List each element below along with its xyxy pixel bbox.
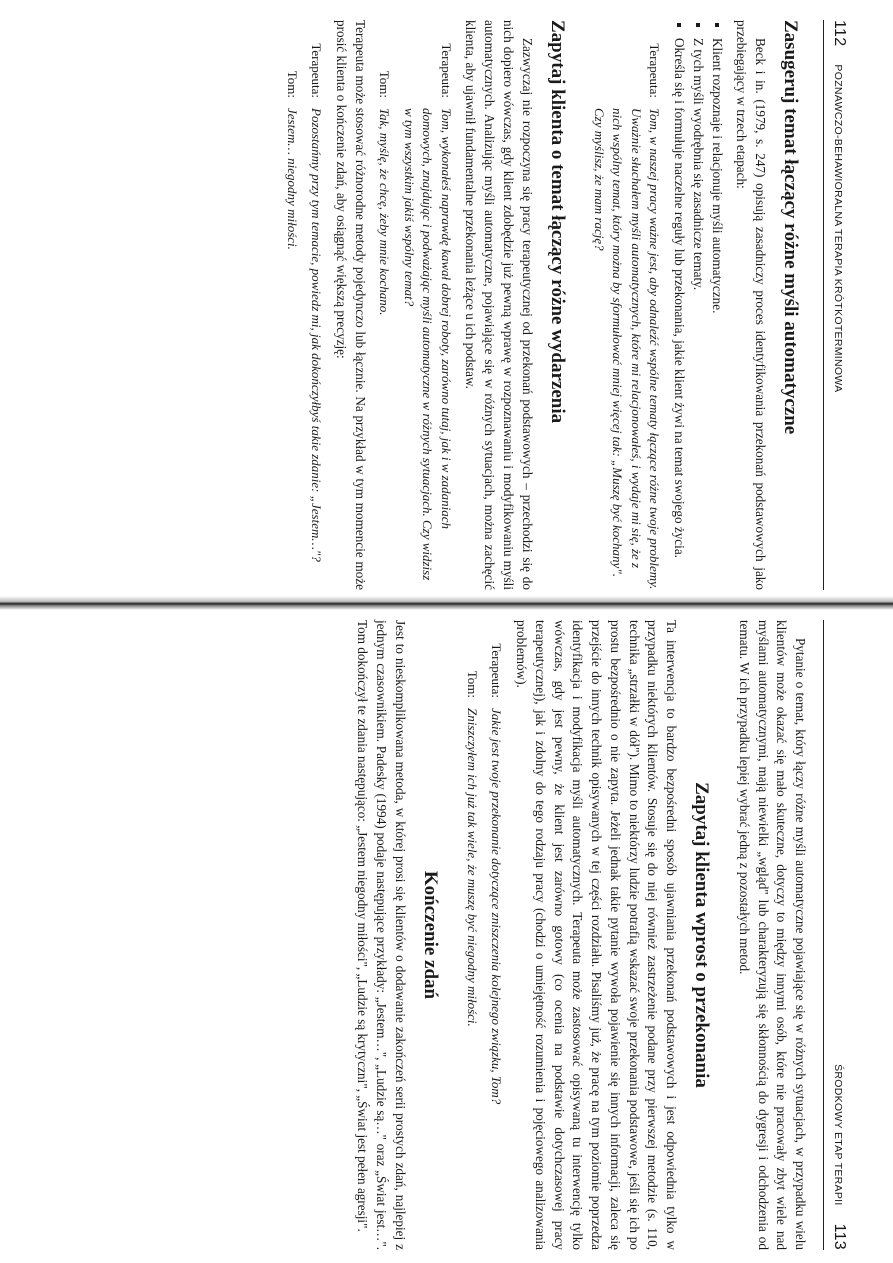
paragraph: Pytanie o temat, który łączy różne myśli automatyczne pojawiające się w różnych sytuacjach, w przypadku wielu klientów może okazać się mało skuteczne, dotyczy to między innymi osób, które nie pracowały zbyt wiele nad myślami automatycznymi, mają niewielki „wgląd" lub charakteryzują się skłonnością do dygresji i odchodzenia od tematu. W ich przypadku lepiej wybrać jedną z pozostałych metod. bbox=[736, 620, 808, 1250]
dialogue-line bbox=[375, 20, 393, 590]
speaker: Terapeuta: bbox=[647, 43, 663, 98]
speaker: Tom: bbox=[284, 70, 300, 98]
utterance: Tom, w naszej pracy ważne jest, aby odnaleźć wspólne tematy łączące różne twoje problemy. Uważnie słuchałem myśli automatycznych, które mi relacjonowałeś, i wydaje mi się, że z nich wspólny temat, który można by sformułować mniej więcej tak: „Muszę być kochany". Czy myślisz, że mam rację? bbox=[591, 108, 663, 590]
speaker: Tom: bbox=[465, 670, 480, 698]
paragraph: Beck i in. (1979, s. 247) opisują zasadniczy proces identyfikowania przekonań podstawowych jako przebiegający w trzech etapach: bbox=[734, 20, 768, 590]
dialogue-line bbox=[399, 20, 454, 590]
section-title: Zapytaj klienta wprost o przekonania bbox=[691, 782, 713, 1088]
page-112-content bbox=[284, 20, 848, 590]
section-title: Zapytaj klienta o temat łączący różne wydarzenia bbox=[546, 20, 568, 424]
utterance: Jakie jest twoje przekonanie dotyczące zniszczenia kolejnego związku, Tom? bbox=[489, 708, 505, 1105]
paragraph: Ta interwencja to bardzo bezpośredni sposób ujawniania przekonań podstawowych i jest odpowiednia tylko w przypadku niektórych klientów. Stosuje się do niej również zastrzeżenie podane przy pierwszej metodzie (s. 110, technika „strzałki w dół"). Mimo to niektórzy ludzie potrafią wskazać swoje przekonania podstawowe, jeśli się ich po prostu bezpośrednio o nie zapyta. Jeżeli jednak takie pytanie wywoła pojawienie się innych informacji, zaleca się przejście do innych technik opisywanych w tej części rozdziału. Pisaliśmy już, że pracę na tym poziomie poprzedza identyfikacja i modyfikacja myśli automatycznych. Terapeuta może zastosować opisywaną tu interwencję tylko wówczas, gdy jest pewny, że klient jest zarówno gotowy (co ocenia na podstawie dotychczasowej pracy terapeutycznej), jak i zdolny do tego rodzaju pracy (chodzi o umiejętność rozumienia i pojęciowego analizowania problemów). bbox=[514, 620, 680, 1250]
list-item: ▪ Z tych myśli wyodrębnia się zasadnicze tematy. bbox=[688, 38, 707, 590]
running-head-title: POZNAWCZO-BEHAWIORALNA TERAPIA KRÓTKOTERMINOWA bbox=[832, 64, 844, 393]
paragraph: Zazwyczaj nie rozpoczyna się pracy terapeutycznej od przekonań podstawowych – przechodzi się do nich dopiero wówczas, gdy klient zdobędzie już pewną wprawę w rozpoznawaniu i modyfikowaniu myśli automatycznych. Analizując myśli automatyczne, pojawiające się w różnych sytuacjach, można zachęcić klienta, aby ujawnił fundamentalne przekonania leżące u ich podstaw. bbox=[463, 20, 535, 590]
speaker: Terapeuta: bbox=[309, 43, 325, 98]
running-head bbox=[823, 20, 848, 590]
speaker: Terapeuta: bbox=[438, 43, 454, 98]
list-item: ▪ Klient rozpoznaje i relacjonuje myśli automatyczne. bbox=[707, 38, 726, 590]
page-number: 113 bbox=[831, 1223, 848, 1250]
utterance: Jestem… niegodny miłości. bbox=[284, 108, 300, 250]
speaker: Terapeuta: bbox=[489, 643, 505, 698]
paragraph: Terapeuta może stosować różnorodne metody pojedynczo lub łącznie. Na przykład w tym momencie może prosić klienta o kończenie zdań, aby osiągnąć większą precyzję: bbox=[334, 20, 368, 590]
page-112 bbox=[0, 0, 893, 600]
speaker: Tom: bbox=[377, 70, 393, 98]
dialogue-line bbox=[590, 20, 664, 590]
running-head bbox=[823, 620, 848, 1250]
utterance: Zniszczyłem ich już tak wiele, że muszę być niegodny miłości. bbox=[465, 708, 480, 1027]
running-head-title: ŚRODKOWY ETAP TERAPII bbox=[832, 1064, 844, 1206]
utterance: Tak, myślę, że chcę, żeby mnie kochano. bbox=[377, 108, 393, 316]
page-113-content bbox=[288, 620, 848, 1250]
dialogue-line bbox=[463, 620, 481, 1250]
dialogue-line bbox=[307, 20, 325, 590]
utterance: Tom, wykonałeś naprawdę kawał dobrej roboty, zarówno tutaj, jak i w zadaniach domowych, znajdując i podważając myśli automatyczne w różnych sytuacjach. Czy widzisz w tym wszystkim jakiś wspólny temat? bbox=[401, 108, 454, 581]
page-113 bbox=[0, 612, 893, 1263]
section-title: Zasugeruj temat łączący różne myśli automatyczne bbox=[780, 20, 801, 435]
utterance: Pozostańmy przy tym temacie, powiedz mi, jak dokończyłbyś takie zdanie: „Jestem…"? bbox=[309, 108, 325, 562]
dialogue-line bbox=[487, 620, 505, 1250]
section-title: Kończenie zdań bbox=[419, 870, 441, 1000]
dialogue-line bbox=[282, 20, 300, 590]
page-number: 112 bbox=[831, 20, 848, 47]
bullet-list bbox=[669, 20, 725, 590]
paragraph: Jest to nieskomplikowana metoda, w której prosi się klientów o dodawanie zakończeń serii prostych zdań, najlepiej z jednym czasownikiem. Padesky (1994) podaje następujące przykłady: „Jestem…", „Ludzie są…" oraz „Świat jest…". Tom dokończył te zdania następująco: „Jestem niegodny miłości", „Ludzie są krytyczni", „Świat jest pełen agresji". bbox=[355, 620, 408, 1250]
list-item: ▪ Określa się i formułuje naczelne reguły lub przekonania, jakie klient żywi na temat swojego życia. bbox=[669, 38, 688, 590]
